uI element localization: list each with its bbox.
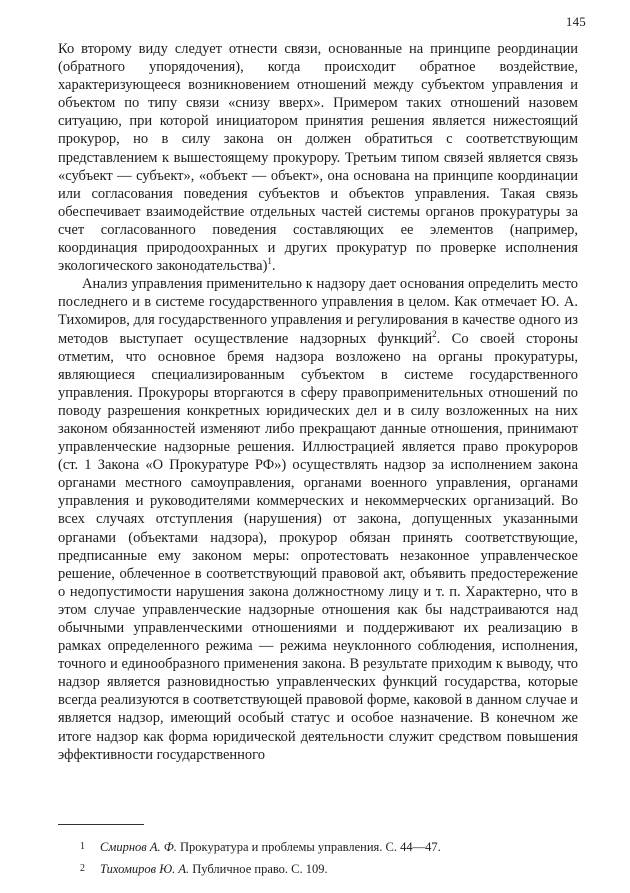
footnote-2-text: Публичное право. С. 109. bbox=[189, 862, 328, 876]
footnote-separator bbox=[58, 824, 144, 825]
footnote-2-author: Тихомиров Ю. А. bbox=[100, 862, 190, 876]
body-text bbox=[58, 40, 578, 764]
paragraph-1 bbox=[58, 40, 578, 275]
paragraph-2 bbox=[58, 275, 578, 764]
footnote-2-mark: 2 bbox=[80, 863, 85, 874]
paragraph-1-text: Ко второму виду следует отнести связи, основанные на принципе реординации (обратного упорядочения), когда происходит обратное воздействие, характеризующееся возникновением отношений между субъектом управления и объектом по типу связи «снизу вверх». Примером таких отношений назовем ситуацию, при которой инициатором принятия решения является нижестоящий прокурор, но в силу закона он должен обратиться с соответствующим представлением к вышестоящему прокурору. Третьим типом связей является связь «субъект — субъект», «объект — объект», она основана на принципе координации или согласования поведения субъектов и объектов управления. Такая связь обеспечивает взаимодействие отдельных частей системы органов прокуратуры за счет согласованного поведения составляющих ее элементов (например, координация природоохранных и других прокуратур по проверке исполнения экологического законодательства) bbox=[58, 41, 578, 275]
footnote-1-text: Прокуратура и проблемы управления. С. 44—47. bbox=[176, 840, 441, 854]
paragraph-2-text-rest: . Со своей стороны отметим, что основное бремя надзора возложено на органы прокуратуры, являющиеся специализированным субъектом в системе государственного управления. Прокуроры вторгаются в сферу правоприменительных отношений по поводу разрешения конкретных юридических дел и в силу возложенных на них законом обязанностей изменяют либо прекращают данные отношения, принимают управленческие надзорные решения. Иллюстрацией является право прокуроров (ст. 1 Закона «О Прокуратуре РФ») осуществлять надзор за исполнением закона органами местного самоуправления, органами военного управления, органами управления и руководителями коммерческих и некоммерческих организаций. Во всех случаях отступления (нарушения) от закона, допущенных указанными органами (объектами надзора), прокурор обязан принять соответствующие, предписанные ему законом меры: опротестовать незаконное управленческое решение, облеченное в соответствующий правовой акт, объявить предостережение о недопустимости нарушения закона должностному лицу и т. п. Характерно, что в этом случае управленческие надзорные отношения как бы надстраиваются над обычными управленческими отношениями и поддерживают их реализацию в рамках определенного режима — режима неуклонного соблюдения, исполнения, точного и единообразного применения закона. В результате приходим к выводу, что надзор является разновидностью управленческих функций государства, которые всегда реализуются в соответствующей правовой форме, каковой в данном случае и является надзор, имеющий особый статус и особое назначение. В конечном же итоге надзор как форма юридической деятельности служит средством повышения эффективности государственного bbox=[58, 330, 578, 763]
footnote-ref-1: 1 bbox=[267, 256, 272, 267]
footnote-2 bbox=[80, 858, 580, 880]
footnote-1 bbox=[80, 836, 580, 858]
footnote-1-mark: 1 bbox=[80, 841, 85, 852]
paragraph-2-text-start: Анализ управления применительно к надзору дает основания определить место последнего и в системе государственного управления в целом. Как отмечает Ю. А. Тихомиров, для государственного управления и регулирования в качестве одного из методов выступает осуществление надзорных функций bbox=[58, 276, 578, 347]
footnote-1-author: Смирнов А. Ф. bbox=[100, 840, 177, 854]
footnote-ref-2: 2 bbox=[432, 328, 437, 339]
page-number: 145 bbox=[565, 14, 586, 29]
footnotes bbox=[80, 836, 580, 880]
paragraph-1-end: . bbox=[271, 258, 276, 275]
